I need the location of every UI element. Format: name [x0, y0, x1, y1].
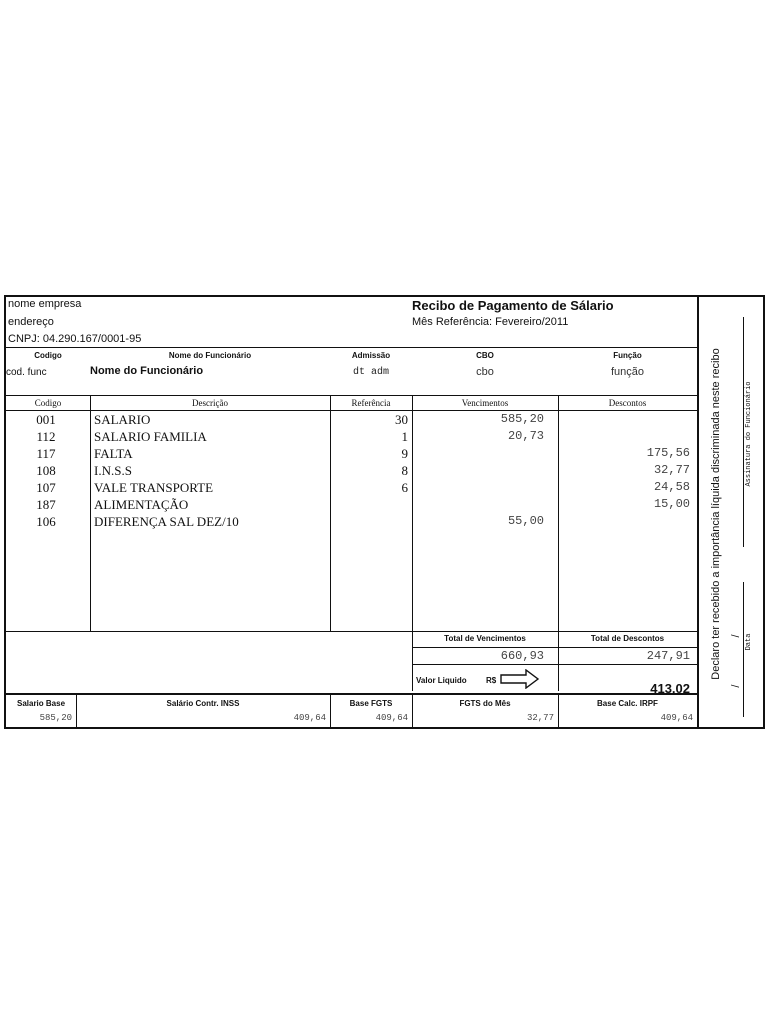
admission-header: Admissão: [351, 351, 391, 360]
table-row: [6, 445, 697, 462]
item-code: 001: [36, 412, 56, 427]
total-earnings-value: 660,93: [500, 649, 544, 663]
irpf-base-label: Base Calc. IRPF: [597, 699, 658, 708]
item-reference: 6: [401, 480, 408, 495]
cbo-value: cbo: [476, 366, 494, 378]
item-earnings: 20,73: [507, 429, 544, 443]
net-value-label: Valor Liquido: [416, 676, 467, 685]
payslip-main: [6, 297, 697, 727]
inss-contribution-label: Salário Contr. INSS: [166, 699, 240, 708]
fgts-base-label: Base FGTS: [349, 699, 393, 708]
function-header: Função: [613, 351, 642, 360]
fgts-base-value: 409,64: [375, 713, 408, 723]
table-row: [6, 462, 697, 479]
company-cnpj: CNPJ: 04.290.167/0001-95: [8, 333, 142, 345]
item-description: FALTA: [94, 446, 133, 461]
employee-code-header: Codigo: [34, 351, 62, 360]
item-reference: 9: [401, 446, 408, 461]
fgts-month-value: 32,77: [526, 713, 554, 723]
signature-strip: [697, 297, 765, 727]
item-code: 108: [36, 463, 56, 478]
item-earnings: 55,00: [507, 514, 544, 528]
item-code: 106: [36, 514, 56, 529]
total-deductions-value: 247,91: [646, 649, 690, 663]
total-deductions-label: Total de Descontos: [590, 634, 665, 643]
divider: [6, 395, 697, 396]
item-reference: 1: [401, 429, 408, 444]
divider: [412, 664, 697, 665]
currency-label: R$: [486, 676, 497, 685]
item-description: I.N.S.S: [94, 463, 132, 478]
item-code: 187: [36, 497, 56, 512]
inss-contribution-value: 409,64: [293, 713, 326, 723]
item-code: 117: [36, 446, 56, 461]
function-value: função: [610, 366, 645, 378]
item-deductions: 24,58: [653, 480, 690, 494]
net-value: 413,02: [650, 681, 690, 696]
employee-signature-label: Assinatura do Funcionário: [745, 381, 753, 487]
receipt-title: Recibo de Pagamento de Sálario: [412, 298, 614, 313]
fgts-month-label: FGTS do Mês: [459, 699, 511, 708]
signature-line: [743, 317, 744, 547]
item-description: DIFERENÇA SAL DEZ/10: [94, 514, 239, 529]
divider: [6, 347, 697, 348]
employee-name-header: Nome do Funcionário: [168, 351, 252, 360]
item-code: 107: [36, 480, 56, 495]
admission-date: dt adm: [352, 367, 389, 378]
divider: [6, 631, 697, 632]
item-deductions: 175,56: [646, 446, 690, 460]
date-slashes: / /: [730, 612, 742, 688]
table-row: [6, 496, 697, 513]
divider: [6, 693, 697, 695]
item-earnings: 585,20: [500, 412, 544, 426]
table-row: [6, 479, 697, 496]
receipt-declaration: Declaro ter recebido a importância líquida discriminada neste recibo: [710, 348, 722, 680]
table-row: [6, 411, 697, 428]
item-reference: 30: [395, 412, 408, 427]
item-deductions: 32,77: [653, 463, 690, 477]
items-deductions-header: Descontos: [608, 398, 647, 408]
total-earnings-label: Total de Vencimentos: [444, 634, 526, 643]
cbo-header: CBO: [476, 351, 494, 360]
item-description: VALE TRANSPORTE: [94, 480, 214, 495]
reference-month: Mês Referência: Fevereiro/2011: [412, 316, 569, 328]
salary-base-value: 585,20: [39, 713, 72, 723]
arrow-right-icon: [500, 669, 540, 694]
items-reference-header: Referência: [351, 398, 391, 408]
salary-base-label: Salario Base: [16, 699, 66, 708]
table-row: [6, 428, 697, 445]
item-description: SALARIO: [94, 412, 151, 427]
item-description: ALIMENTAÇÃO: [94, 497, 189, 512]
item-description: SALARIO FAMILIA: [94, 429, 207, 444]
employee-name: Nome do Funcionário: [90, 365, 204, 377]
items-earnings-header: Vencimentos: [461, 398, 509, 408]
items-description-header: Descrição: [192, 398, 228, 408]
payslip-receipt: [4, 295, 765, 729]
employee-code: cod. func: [6, 367, 47, 378]
company-address: endereço: [8, 316, 54, 328]
item-code: 112: [36, 429, 56, 444]
divider: [412, 647, 697, 648]
table-row: [6, 513, 697, 530]
date-label: Data: [745, 633, 753, 651]
items-code-header: Codigo: [34, 398, 62, 408]
irpf-base-value: 409,64: [660, 713, 693, 723]
item-reference: 8: [401, 463, 408, 478]
company-name: nome empresa: [8, 298, 82, 310]
item-deductions: 15,00: [653, 497, 690, 511]
